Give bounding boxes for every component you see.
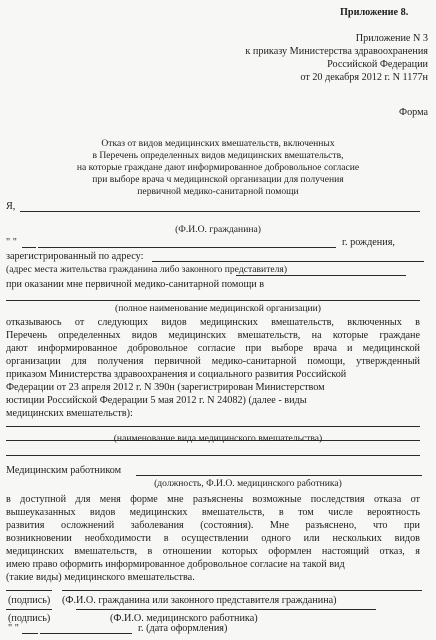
signature-line-worker[interactable]	[6, 609, 52, 610]
title-line-4: при выборе врача ч медицинской организации для получения	[92, 174, 344, 185]
fio-citizen-hint: (Ф.И.О. гражданина)	[175, 224, 261, 235]
title-line-3: на которые граждане дают информированное добровольное согласие	[76, 162, 360, 173]
address-line-2[interactable]	[236, 275, 406, 276]
header-line-3: Российской Федерации	[327, 59, 428, 70]
header-line-2: к приказу Министерства здравоохранения	[245, 46, 428, 57]
p1-line-5: приказом Министерства здравоохранения и социального развития Российской	[6, 369, 347, 380]
ya-label: Я,	[6, 201, 16, 212]
birth-year-line[interactable]	[38, 247, 336, 248]
p1-line-8: медицинских вмешательств):	[6, 408, 133, 419]
header-line-1: Приложение N 3	[355, 33, 428, 44]
date-quote: " "	[8, 623, 19, 634]
intervention-hint: (наименование вида медицинского вмешательства)	[113, 433, 323, 444]
fio-line[interactable]	[20, 211, 420, 212]
p2-line-7: (такие виды) медицинского вмешательства.	[6, 572, 195, 583]
birth-date-quote: " "	[6, 237, 17, 248]
med-worker-label: Медицинским работником	[6, 465, 122, 476]
p1-line-3: дают информированное добровольное согласие при выборе врача и медицинской	[6, 343, 420, 354]
fio-line-citizen[interactable]	[62, 590, 422, 591]
p2-line-5: медицинских вмешательств, в отношении которых оформлен настоящий отказ, я	[6, 546, 420, 557]
med-worker-line[interactable]	[136, 475, 422, 476]
title-line-5: первичной медико-санитарной помощи	[137, 186, 299, 197]
p2-line-4: возникновении необходимости в осуществлении одного или нескольких видов	[6, 533, 420, 544]
intervention-line-1[interactable]	[6, 426, 420, 427]
date-month-line[interactable]	[40, 633, 132, 634]
p1-line-4: организации для получения первичной медико-санитарной помощи, утвержденный	[6, 356, 420, 367]
birth-suffix: г. рождения,	[342, 237, 395, 248]
title-line-2: в Перечень определенных видов медицинских вмешательств,	[92, 150, 344, 161]
p2-line-2: вышеуказанных видов медицинских вмешательств, в том числе вероятность	[6, 507, 420, 518]
med-worker-hint: (должность, Ф.И.О. медицинского работника)	[154, 478, 342, 489]
appendix-mark: Приложение 8.	[340, 7, 409, 18]
p2-line-3: развития осложнений заболевания (состояния). Мне разъяснено, что при	[6, 520, 420, 531]
sign2-fio: (Ф.И.О. медицинского работника)	[110, 613, 258, 624]
p2-line-6: имею право оформить информированное добровольное согласие на такой вид	[6, 559, 345, 570]
address-line[interactable]	[152, 261, 424, 262]
provision-label: при оказании мне первичной медико-санитарной помощи в	[6, 279, 265, 290]
organization-line[interactable]	[6, 300, 420, 301]
p1-line-2: Перечень определенных видов медицинских вмешательств, на которые граждане	[6, 330, 420, 341]
date-label: г. (дата оформления)	[138, 623, 228, 634]
birth-day-line[interactable]	[22, 247, 36, 248]
p1-line-1: отказываюсь от следующих видов медицинских вмешательств, включенных в	[6, 317, 420, 328]
p1-line-6: Федерации от 23 апреля 2012 г. N 390н (зарегистрирован Министерством	[6, 382, 325, 393]
date-day-line[interactable]	[22, 633, 38, 634]
address-hint: (адрес места жительства гражданина либо законного представителя)	[6, 264, 288, 275]
title-line-1: Отказ от видов медицинских вмешательств, включенных	[101, 138, 335, 149]
p1-line-7: юстиции Российской Федерации 5 мая 2012 г. N 24082) (далее - виды	[6, 395, 307, 406]
sign2-podpis: (подпись)	[8, 613, 51, 624]
header-line-4: от 20 декабря 2012 г. N 1177н	[300, 72, 428, 83]
signature-line-citizen[interactable]	[6, 590, 52, 591]
sign1-podpis: (подпись)	[8, 595, 51, 606]
registered-label: зарегистрированный по адресу:	[6, 251, 144, 262]
p2-line-1: в доступной для меня форме мне разъяснены возможные последствия отказа от	[6, 494, 420, 505]
fio-line-worker[interactable]	[76, 609, 376, 610]
intervention-line-3[interactable]	[6, 455, 420, 456]
form-label: Форма	[399, 107, 428, 118]
sign1-fio: (Ф.И.О. гражданина или законного представителя гражданина)	[62, 595, 337, 606]
organization-hint: (полное наименование медицинской организации)	[115, 303, 321, 314]
